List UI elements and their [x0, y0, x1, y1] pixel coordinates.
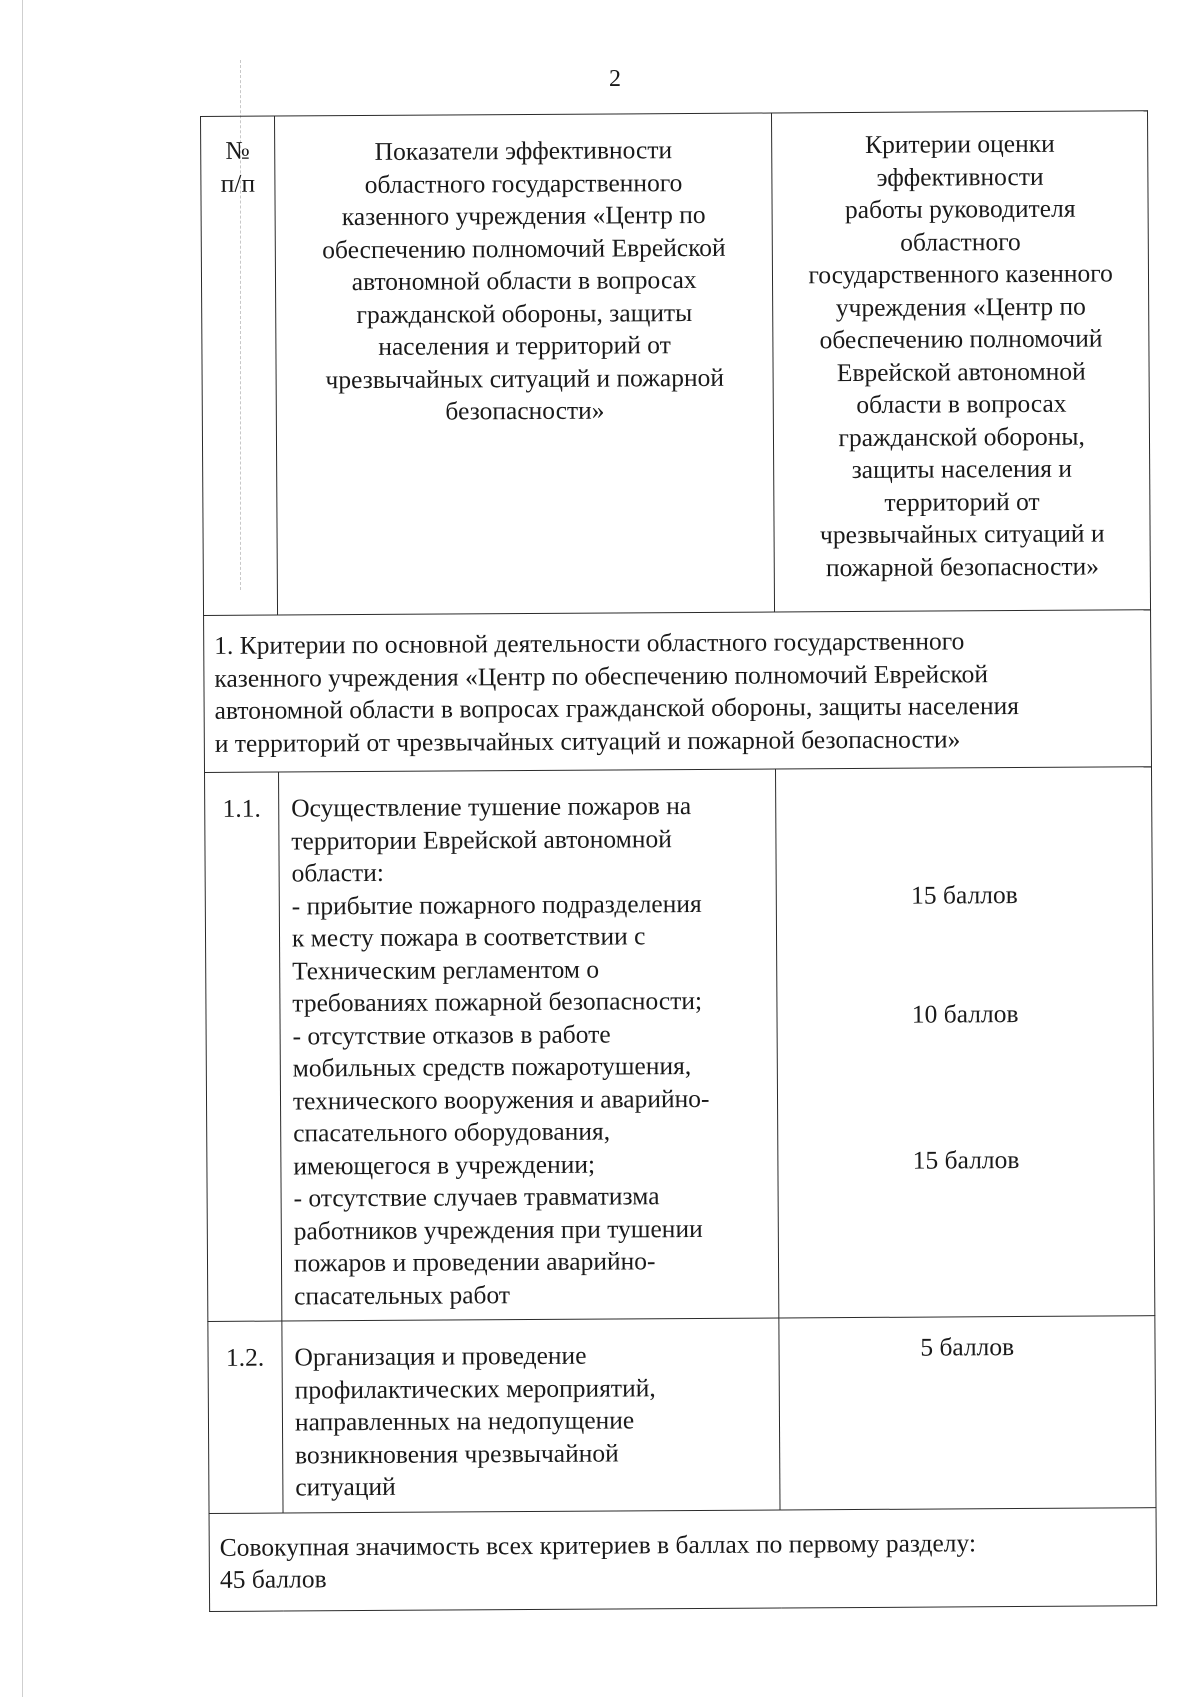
header-criteria-line: гражданской обороны,: [838, 421, 1085, 452]
header-indicators-line: областного государственного: [364, 167, 683, 199]
indicator-line: спасательного оборудования,: [293, 1116, 611, 1148]
row-indicator-cell: [278, 769, 779, 1321]
table-header-row: [201, 111, 1151, 616]
row-indicator-cell: [282, 1318, 781, 1513]
section-heading-line: 1. Критерии по основной деятельности областного государственного: [214, 626, 965, 660]
header-indicators-line: безопасности»: [445, 395, 605, 426]
criteria-table: [200, 110, 1157, 1611]
header-criteria-line: областного: [900, 226, 1021, 257]
header-criteria-line: чрезвычайных ситуаций и: [819, 518, 1105, 550]
header-criteria-line: учреждения «Центр по: [835, 291, 1086, 322]
page-number: 2: [609, 66, 621, 92]
header-number-cell: [201, 116, 278, 615]
row-number-cell: 1.2.: [208, 1321, 283, 1513]
score-value: 10 баллов: [911, 999, 1019, 1029]
indicator-line: территории Еврейской автономной: [291, 823, 672, 855]
total-row: [209, 1507, 1157, 1611]
indicator-line: Техническим регламентом о: [292, 954, 600, 985]
indicator-line: мобильных средств пожаротушения,: [292, 1051, 692, 1083]
indicator-line: профилактических мероприятий,: [294, 1372, 656, 1404]
header-indicators-line: Показатели эффективности: [374, 135, 673, 166]
indicator-line: пожаров и проведении аварийно-: [293, 1246, 656, 1278]
scan-edge-line: [22, 0, 23, 1697]
indicator-line: возникновения чрезвычайной: [295, 1437, 619, 1469]
section-heading-cell: [204, 610, 1152, 773]
header-criteria-line: эффективности: [876, 161, 1044, 192]
header-indicators-line: чрезвычайных ситуаций и пожарной: [325, 362, 725, 394]
row-number-cell: 1.1.: [205, 772, 282, 1321]
indicator-line: - прибытие пожарного подразделения: [291, 888, 702, 920]
indicator-line: области:: [291, 857, 384, 888]
indicator-line: имеющегося в учреждении;: [293, 1149, 596, 1180]
header-criteria-cell: [772, 111, 1151, 612]
row-score-cell: [779, 1316, 1156, 1510]
section-heading-line: и территорий от чрезвычайных ситуаций и пожарной безопасности»: [214, 723, 961, 758]
row-score-cell: [776, 767, 1155, 1318]
indicator-line: спасательных работ: [294, 1279, 511, 1310]
header-criteria-line: пожарной безопасности»: [825, 551, 1100, 582]
indicator-line: ситуаций: [295, 1471, 396, 1502]
header-criteria-line: Еврейской автономной: [836, 356, 1086, 387]
score-value: 5 баллов: [920, 1332, 1015, 1362]
indicator-line: направленных на недопущение: [294, 1405, 635, 1437]
section-heading-line: автономной области в вопросах гражданской обороны, защиты населения: [214, 691, 1020, 725]
indicator-line: - отсутствие случаев травматизма: [293, 1181, 660, 1213]
header-indicators-cell: [274, 113, 774, 615]
header-number-line: №: [225, 135, 250, 165]
indicator-line: требованиях пожарной безопасности;: [292, 985, 703, 1018]
indicator-line: к месту пожара в соответствии с: [291, 921, 646, 953]
total-cell: [209, 1507, 1157, 1611]
table-row: [205, 767, 1155, 1322]
section-heading-row: [204, 610, 1152, 773]
header-criteria-line: государственного казенного: [808, 258, 1113, 290]
total-label: Совокупная значимость всех критериев в баллах по первому разделу:: [219, 1527, 977, 1562]
score-value: 15 баллов: [911, 880, 1018, 910]
header-criteria-line: области в вопросах: [856, 388, 1067, 419]
indicator-line: технического вооружения и аварийно-: [292, 1083, 710, 1115]
header-indicators-line: гражданской обороны, защиты: [356, 297, 693, 329]
header-criteria-line: обеспечению полномочий: [819, 323, 1103, 355]
indicator-line: работников учреждения при тушении: [293, 1213, 703, 1245]
indicator-line: - отсутствие отказов в работе: [292, 1019, 611, 1050]
header-criteria-line: территорий от: [884, 486, 1040, 517]
total-value: 45 баллов: [219, 1564, 327, 1594]
header-criteria-line: Критерии оценки: [864, 128, 1055, 159]
table-row: [208, 1316, 1156, 1513]
score-value: 15 баллов: [912, 1145, 1020, 1175]
indicator-line: Осуществление тушение пожаров на: [291, 791, 692, 823]
header-number-line: п/п: [220, 168, 256, 198]
header-indicators-line: автономной области в вопросах: [351, 264, 697, 297]
section-heading-line: казенного учреждения «Центр по обеспечению полномочий Еврейской: [214, 658, 989, 693]
indicator-line: Организация и проведение: [294, 1340, 587, 1372]
header-criteria-line: работы руководителя: [844, 193, 1076, 225]
header-criteria-line: защиты населения и: [851, 453, 1073, 485]
header-indicators-line: казенного учреждения «Центр по: [341, 199, 706, 232]
header-indicators-line: населения и территорий от: [378, 330, 671, 361]
header-indicators-line: обеспечению полномочий Еврейской: [322, 232, 726, 264]
